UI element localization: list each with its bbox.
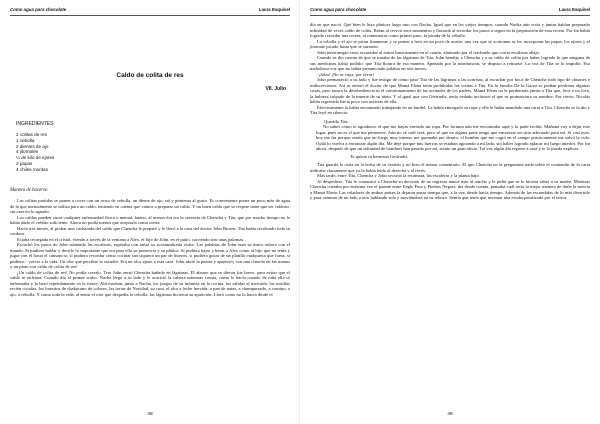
chapter-label: VII. Julio (265, 86, 286, 92)
method-label: Manera de hacerse: (10, 188, 49, 193)
paragraph: día en que nació. Qué bien le hizo platicar largo rato con Nacha. Igual que en los viejos tiempos, cuando Nacha aún vivía y juntas habían preparado infinidad de veces caldo de colita. Reían al revivir esos momentos y llorarok al recordar los pasos a seguir en la preparación de esta receta. Por fin había logrado recordar una receta, al rememorar como primer paso, la picada de la cebolla. (310, 22, 590, 38)
right-page (300, 0, 600, 424)
page-number: 48 (147, 412, 153, 417)
paragraph: Efectivamente la había encontrado trabajando en un burdel. Le había entregado su ropa y ella le había mandado una carta a Tita. Chencha se la dio y Tita leyó en silencio: (310, 104, 590, 115)
paragraph: ¡Un caldo de colita de res! No podía creerlo. Tras John entró Chencha bañada en lágrimas. El abrazo que se dieron fue breve, para evitar que el caldo se enfriara. Cuando dio el primer sorbo, Nacha llegó a su lado y le acarició la cabeza mientras comía, como lo hacía cuando de niña ella se enfermaba y la besó repetidamente en la frente. Ahí estaban, junto a Nacha, los juegos de su infancia en la cocina, las salidas al mercado, las tortillas recién cocidas, los huesitos de chabacano de colores, las tortas de Navidad, su casa, el olor a leche hervida, a pan de natas, a champurrado, a comino, a ajo, a cebolla. Y como toda la vida, al sentir el olor que despedía la cebolla, las lágrimas hicieron su aparición. Lloró como no lo hacía desde el (10, 269, 290, 297)
paragraph: John interrumpió estos recuerdos al entrar bruscamente en el cuarto, alarmado por el riachuelo que corría escaleras abajo. (317, 49, 541, 55)
ingredient-item: 2 colitas de res (16, 132, 47, 137)
header-book-title: Como agua para chocolate (310, 7, 367, 12)
letter-body: No sabes cómo te agradezco el que me hayas enviado mi ropa. Por fortuna aún me encontraba aquí y la pude recibir. Mañana voy a dejar este lugar, pues no es el que me pertenece. Aún no sé cuál será, pero sé que en alguna parte tengo que encontrar un sitio adecuado para mí. Si casi ayer, hoy me fui porque sentía que un fuego muy intenso me quemaba por dentro, el hombre que me cogió en el campo prácticamente me salvó la vida. Ojalá lo vuelva a encontrar algún día. Me dejé porque mis fuerzas se estaban agotando a mi lado, sin haber logrado aplacar mi fuego interior. Por fin ahora, después de que un infinidad de hombres han pasado por mí, siento un gran alivio. Tal vez algún día regrese a casa y te lo pueda explicar. (316, 124, 590, 151)
paragraph: -¡John! ¡No se vaya, por favor! (317, 71, 375, 77)
paragraph: Los caldos pueden curar cualquier enfermedad física o mental, bueno, al menos ésa era la creencia de Chencha y Tita, que por mucho tiempo no le había dado el crédito suficiente. Ahora no podía menos que aceptarla como cierta. (10, 214, 290, 225)
header-author: Laura Esquivel (558, 7, 590, 12)
paragraph: Cuando se dio cuenta de que se trataba de las lágrimas de Tita, John bendijo a Chencha y a su caldo de colita por haber logrado lo que ninguna de sus medicinas había podido: que Tita llorara de esa manera. Apenado por la intromisión, se dispuso a retirarse. La voz de Tita se lo impidió. Esa melodiosa voz que no había pronunciado palabra en seis meses: (310, 55, 590, 71)
header-author: Laura Esquivel (258, 7, 290, 12)
ingredient-item: 1 cebolla (16, 137, 35, 143)
ingredient-item: 4 chiles moritas (16, 166, 48, 172)
left-body-text (10, 198, 290, 297)
page-number: 49 (447, 412, 453, 417)
ingredient-item: 2 dientes de ajo (16, 143, 49, 149)
header-book-title: Como agua para chocolate (10, 7, 67, 12)
paragraph: Al despedirse, Tita le comunicó a Chencha su decisión de no regresar nunca más al rancho y le pidió que se lo hiciera saber a su madre. Mientras Chencha cruzaba por enésima vez el puente entre Eagle Pass y Piedras Negras, iba desde cuenta, pensaba cuál sería la mejor manera de darle la noticia a Mamá Elena. Las celadores de ambos países la dejaron pasar tiempo que, a la vez, desde hacía tiempo. Además de las escondidas de lo más divertido y para caminar de un lado a otro hablando sola y moviéndose en su rebozo. Sentía que tenía que inventar una estaba paralizado por el terror. (310, 178, 590, 200)
letter-salutation: Querida Tita: (324, 118, 349, 124)
ingredients-heading: INGREDIENTES: (16, 121, 55, 127)
paragraph: Escuchó los pasos de John subiendo las escaleras, esperaba con ansia su acostumbrada visita. Las palabras de John eran su único enlace con el mundo. Si pudiera hablar y decirle lo importante que era para ella su presencia y su plática. Si pudiera bajar y besar a Alex como al hijo que no tenía y jugar con él hasta el cansancio, si pudiera recordar cómo cocinar tan siquiera un par de huevos, si pudiera gozar de un platillo cualquiera que fuera, si pudiera... volver a la vida. Un olor que percibió la sacudió. Era un olor ajeno a esta casa. John abrió la puerta y apareció¡ con una charola en las manos y un plato con caldo de colita de res! (10, 242, 290, 269)
ingredients-list (16, 132, 54, 173)
letter-signature: Te quiere tu hermana Gertrudis. (350, 153, 409, 159)
paragraph: Tita guardó la carta en la bolsa de su vestido y no hizo el menor comentario. El que Chencha no le preguntara nada sobre el contenido de la carta indicaba claramente que ya la había leído al derecho y al revés. (310, 162, 590, 173)
ingredient-item: ¼ de kilo de ejotes (16, 155, 55, 161)
header-rule (10, 15, 290, 16)
letter-block (310, 119, 590, 160)
recipe-title: Caldo de colita de res (116, 72, 184, 79)
paragraph: Estaba recargada en el cristal, viendo a través de la ventana a Alex, el hijo de John, en el patio, corriendo tras unas palomas. (17, 236, 245, 242)
header-rule (310, 15, 590, 16)
right-body-text (310, 22, 590, 201)
paragraph: Más tarde, entre Tita, Chencha y John secaron la recámara, las escaleras y la planta baja. (317, 173, 480, 178)
ingredient-item: 4 jitomates (16, 149, 39, 155)
paragraph: Las colitas partidas se ponen a cocer con un trozo de cebolla, un diente de ajo, sal y pimienta al gusto. Es conveniente poner un poco más de agua de la que normalmente se utiliza para un caldo, teniendo en cuenta que vamos a preparar un caldo. Y un buen caldo que se respete tiene que ser caldoso, sin caer en lo aguado. (10, 198, 290, 214)
paragraph: John permaneció a su lado y fue testigo de cómo pasó Tita de las lágrimas a las sonrisas, al escuchar por boca de Chencha todo tipo de chismes e indiscreciones. Así se enteró el doctor de que Mamá Elena tenía prohibidas las visitas a Tita. En la familia De la Garza se podían perdonar algunas cosas, pero nunca la desobediencia ni el cuestionamiento de las actitudes de los padres. Mamá Elena no le perdonaría jamás a Tita que, loca o no loca, la hubiera culpado de la muerte de su nieto. Y al igual que con Gertrudis, tenía vedado inclusive el que se pronunciara su nombre. Por cierto, Nicolás había regresado hacía poco con noticias de ella. (310, 77, 590, 104)
paragraph: La cebolla y el ajo se pican finamente y se ponen a freír en un poco de aceite; una vez que se acitronan se les incorporan las papas, los ejotes y el jitomate picado hasta que se sazonen. (310, 38, 590, 49)
paragraph: Hacía tres meses, al probar una cucharada del caldo que Chencha le preparó y le llevó a la casa del doctor John Brown, Tita había recobrado toda su cordura. (10, 225, 290, 236)
ingredient-item: 2 papas (16, 160, 33, 166)
